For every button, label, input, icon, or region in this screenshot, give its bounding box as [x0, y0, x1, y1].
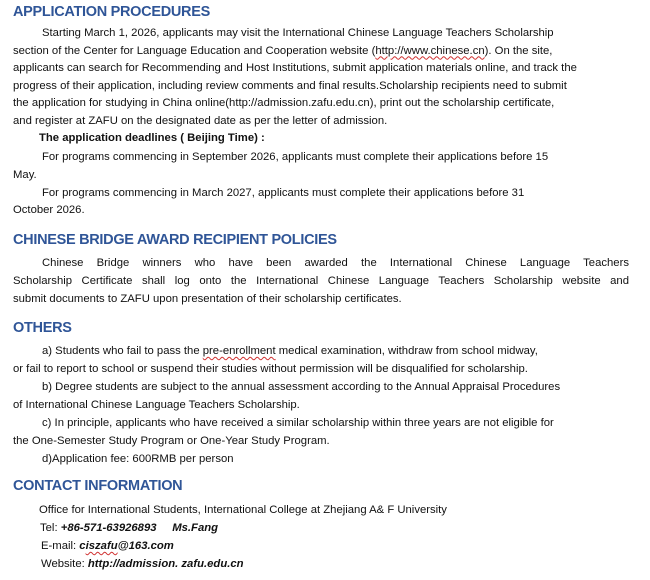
heading-others: OTHERS [13, 320, 72, 336]
heading-chinese-bridge: CHINESE BRIDGE AWARD RECIPIENT POLICIES [13, 232, 337, 248]
text-span: ). On the site, [484, 44, 553, 57]
application-line-4: progress of their application, including review comments and final results.Scholarship recipients need to submit [13, 79, 567, 92]
deadline-line-1: For programs commencing in September 2026, applicants must complete their applications before 15 [42, 151, 549, 163]
others-line-a [42, 344, 538, 358]
website-label: Website: [41, 558, 88, 570]
contact-website [41, 557, 244, 571]
chinese-cn-link[interactable]: http://www.chinese.cn [375, 44, 485, 57]
bridge-line-1: Chinese Bridge winners who have been awarded the International Chinese Language Teachers [42, 257, 629, 269]
email-label: E-mail: [41, 540, 80, 552]
deadline-line-4: October 2026. [13, 204, 85, 216]
heading-contact-information: CONTACT INFORMATION [13, 478, 183, 494]
application-line-1: Starting March 1, 2026, applicants may visit the International Chinese Language Teachers Scholarship [42, 27, 554, 39]
others-line-a2: or fail to report to school or suspend their studies without permission will be disqualified for scholarship. [13, 363, 528, 375]
contact-office: Office for International Students, International College at Zhejiang A& F University [39, 504, 447, 516]
others-line-c: c) In principle, applicants who have received a similar scholarship within three years are not eligible for [42, 417, 554, 429]
application-line-5: the application for studying in China online(http://admission.zafu.edu.cn), print out the scholarship certificate, [13, 97, 555, 109]
others-line-b2: of International Chinese Language Teachers Scholarship. [13, 399, 300, 411]
deadline-line-3: For programs commencing in March 2027, applicants must complete their applications before 31 [42, 186, 525, 199]
text-span: @163.com [117, 540, 174, 552]
text-span: medical examination, withdraw from school midway, [275, 345, 538, 357]
contact-tel [40, 521, 218, 535]
heading-application-procedures: APPLICATION PROCEDURES [13, 4, 210, 20]
tel-value: +86-571-63926893 Ms.Fang [60, 522, 219, 534]
tel-label: Tel: [40, 522, 61, 534]
application-line-2 [13, 44, 552, 58]
text-span: c [79, 540, 86, 552]
bridge-line-2: Scholarship Certificate shall log onto the International Chinese Language Teachers Scholarship website and [13, 275, 629, 287]
website-link[interactable]: http://admission. zafu.edu.cn [87, 558, 244, 570]
others-line-b: b) Degree students are subject to the annual assessment according to the Annual Appraisal Procedures [42, 381, 561, 393]
bridge-line-3: submit documents to ZAFU upon presentation of their scholarship certificates. [13, 293, 402, 305]
contact-email [41, 539, 174, 553]
email-value[interactable] [79, 540, 174, 552]
deadlines-title: The application deadlines ( Beijing Time) : [39, 132, 265, 144]
spellcheck-word: pre-enrollment [202, 345, 276, 357]
application-line-6: and register at ZAFU on the designated date as per the letter of admission. [13, 114, 388, 127]
others-line-c2: the One-Semester Study Program or One-Year Study Program. [13, 435, 330, 447]
deadline-line-2: May. [13, 168, 37, 181]
spellcheck-word: iszafu [85, 540, 118, 552]
application-line-3: applicants can search for Recommending and Host Institutions, submit application materials online, and track the [13, 62, 577, 74]
text-span: section of the Center for Language Education and Cooperation website ( [13, 44, 376, 57]
text-span: a) Students who fail to pass the [42, 345, 203, 357]
others-line-d: d)Application fee: 600RMB per person [42, 453, 234, 465]
